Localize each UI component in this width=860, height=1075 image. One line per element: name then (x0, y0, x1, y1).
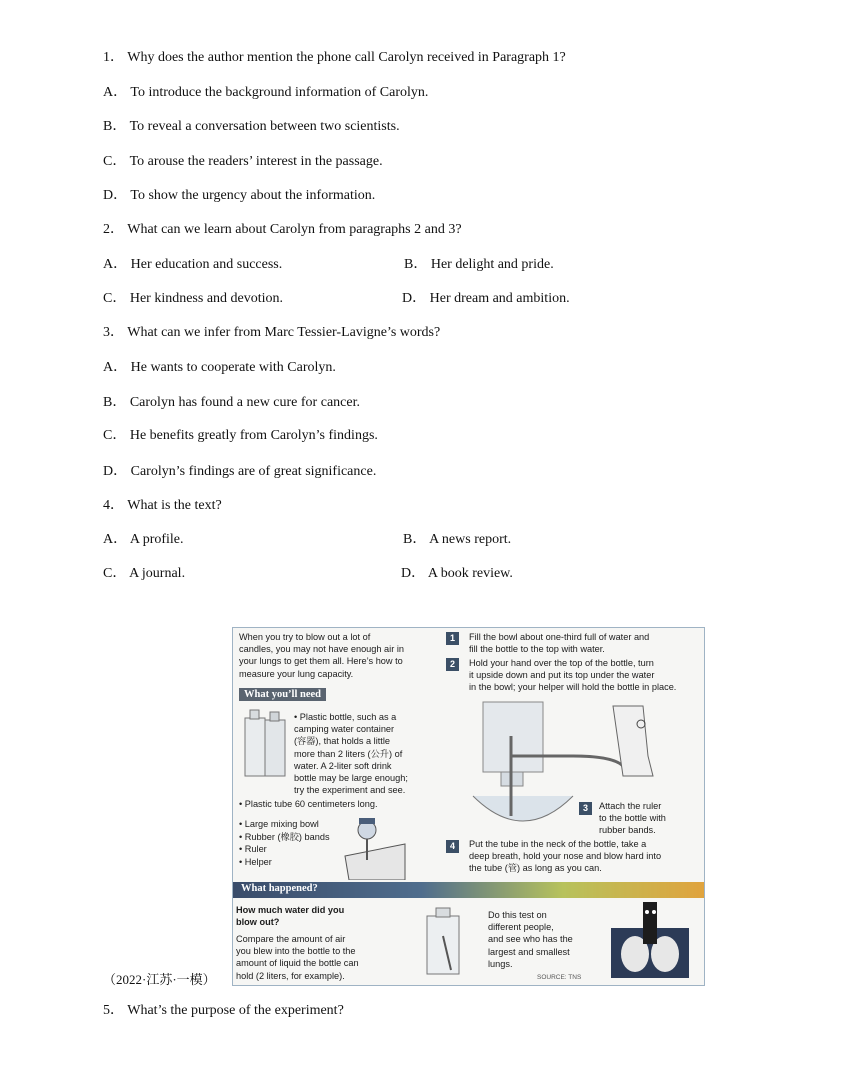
question-text: Why does the author mention the phone call Carolyn received in Paragraph 1? (127, 50, 566, 65)
q4-option-a[interactable] (103, 531, 184, 549)
infographic-intro: When you try to blow out a lot of candles, you may not have enough air in your lungs to get them all. Here’s how to measure your lung capacity. (239, 632, 404, 679)
q2-option-a[interactable] (103, 256, 282, 274)
lungs-character-icon (603, 898, 693, 980)
happened-question: How much water did you blow out? (236, 905, 345, 928)
option-letter: D． (402, 291, 427, 306)
question-number: 1． (103, 50, 124, 65)
bottle-description: • Plastic bottle, such as a camping water container (容器), that holds a little more than 2 liters (公升) of water. A 2-liter soft drink bottle may be large enough; try the experiment and see. (294, 712, 408, 796)
question-number: 3． (103, 325, 124, 340)
infographic-source: SOURCE: TNS (537, 974, 582, 981)
option-text: A profile. (129, 532, 184, 547)
option-letter: D． (401, 566, 426, 581)
exam-source-note: （2022·江苏·一模） (103, 972, 216, 987)
q2-option-b[interactable] (404, 256, 554, 274)
step-2-badge: 2 (446, 658, 459, 671)
option-letter: A． (103, 85, 128, 100)
option-letter: A． (103, 257, 128, 272)
option-letter: B． (404, 257, 428, 272)
materials-item: • Helper (239, 856, 330, 869)
what-happened-heading: What happened? (241, 883, 318, 894)
option-text: Her kindness and devotion. (129, 291, 284, 306)
option-letter: C． (103, 154, 127, 169)
what-you-need-heading: What you’ll need (239, 688, 326, 701)
step-1-text: Fill the bowl about one-third full of water and fill the bottle to the top with water. (469, 632, 650, 655)
option-letter: A． (103, 360, 128, 375)
option-text: A journal. (129, 566, 186, 581)
tube-item: • Plastic tube 60 centimeters long. (239, 799, 378, 809)
materials-item: • Ruler (239, 843, 330, 856)
question-5-stem (103, 1002, 344, 1020)
question-text: What is the text? (127, 498, 222, 513)
q4-option-b[interactable] (403, 531, 511, 549)
materials-list (239, 818, 330, 868)
option-letter: B． (103, 395, 127, 410)
step-2-text: Hold your hand over the top of the bottle, turn it upside down and put its top under the water in the bowl; your helper will hold the bottle in place. (469, 658, 677, 693)
q1-option-b[interactable] (103, 118, 400, 136)
happened-explanation: Compare the amount of air you blew into the bottle to the amount of liquid the bottle can hold (2 liters, for example). (236, 934, 359, 981)
test-suggestion: Do this test on different people, and see who has the largest and smallest lungs. (488, 910, 573, 969)
q1-option-a[interactable] (103, 84, 428, 102)
question-text: What can we learn about Carolyn from paragraphs 2 and 3? (127, 222, 462, 237)
q4-option-c[interactable] (103, 565, 185, 583)
q2-option-d[interactable] (402, 290, 570, 308)
step-1-badge: 1 (446, 632, 459, 645)
option-text: A book review. (427, 566, 513, 581)
option-text: Her dream and ambition. (429, 291, 570, 306)
question-text: What’s the purpose of the experiment? (127, 1003, 344, 1018)
option-letter: B． (103, 119, 127, 134)
question-3-stem (103, 324, 440, 342)
option-letter: C． (103, 428, 127, 443)
bottle-with-tube-icon (421, 906, 467, 978)
q3-option-b[interactable] (103, 394, 360, 412)
question-2-stem (103, 221, 462, 239)
option-text: Her education and success. (130, 257, 283, 272)
option-text: To reveal a conversation between two scientists. (129, 119, 400, 134)
option-text: Her delight and pride. (430, 257, 554, 272)
q3-option-d[interactable] (103, 463, 376, 481)
helper-figure-icon (325, 816, 407, 880)
option-text: He wants to cooperate with Carolyn. (130, 360, 336, 375)
step-4-badge: 4 (446, 840, 459, 853)
materials-item: • Rubber (橡胶) bands (239, 831, 330, 844)
q1-option-d[interactable] (103, 187, 375, 205)
option-letter: B． (403, 532, 427, 547)
option-text: To show the urgency about the information. (130, 188, 376, 203)
question-number: 2． (103, 222, 124, 237)
option-letter: C． (103, 566, 127, 581)
option-text: Carolyn’s findings are of great significance. (130, 464, 377, 479)
q2-option-c[interactable] (103, 290, 283, 308)
option-text: To arouse the readers’ interest in the passage. (129, 154, 383, 169)
question-number: 5． (103, 1003, 124, 1018)
question-1-stem (103, 49, 566, 67)
q1-option-c[interactable] (103, 153, 383, 171)
materials-item: • Large mixing bowl (239, 818, 330, 831)
plastic-bottle-icon (241, 706, 291, 784)
lung-capacity-infographic (232, 627, 705, 986)
q4-option-d[interactable] (401, 565, 513, 583)
question-text: What can we infer from Marc Tessier-Lavigne’s words? (127, 325, 441, 340)
q3-option-c[interactable] (103, 427, 378, 445)
option-letter: A． (103, 532, 128, 547)
option-letter: C． (103, 291, 127, 306)
option-letter: D． (103, 188, 128, 203)
option-text: A news report. (429, 532, 512, 547)
step-4-text: Put the tube in the neck of the bottle, take a deep breath, hold your nose and blow hard into the tube (管) as long as you can. (469, 839, 662, 874)
step-3-badge: 3 (579, 802, 592, 815)
question-4-stem (103, 497, 222, 515)
option-text: Carolyn has found a new cure for cancer. (129, 395, 360, 410)
step-3-text: Attach the ruler to the bottle with rubber bands. (599, 801, 666, 836)
q3-option-a[interactable] (103, 359, 336, 377)
option-text: He benefits greatly from Carolyn’s findings. (129, 428, 378, 443)
option-letter: D． (103, 464, 128, 479)
option-text: To introduce the background information of Carolyn. (130, 85, 429, 100)
question-number: 4． (103, 498, 124, 513)
